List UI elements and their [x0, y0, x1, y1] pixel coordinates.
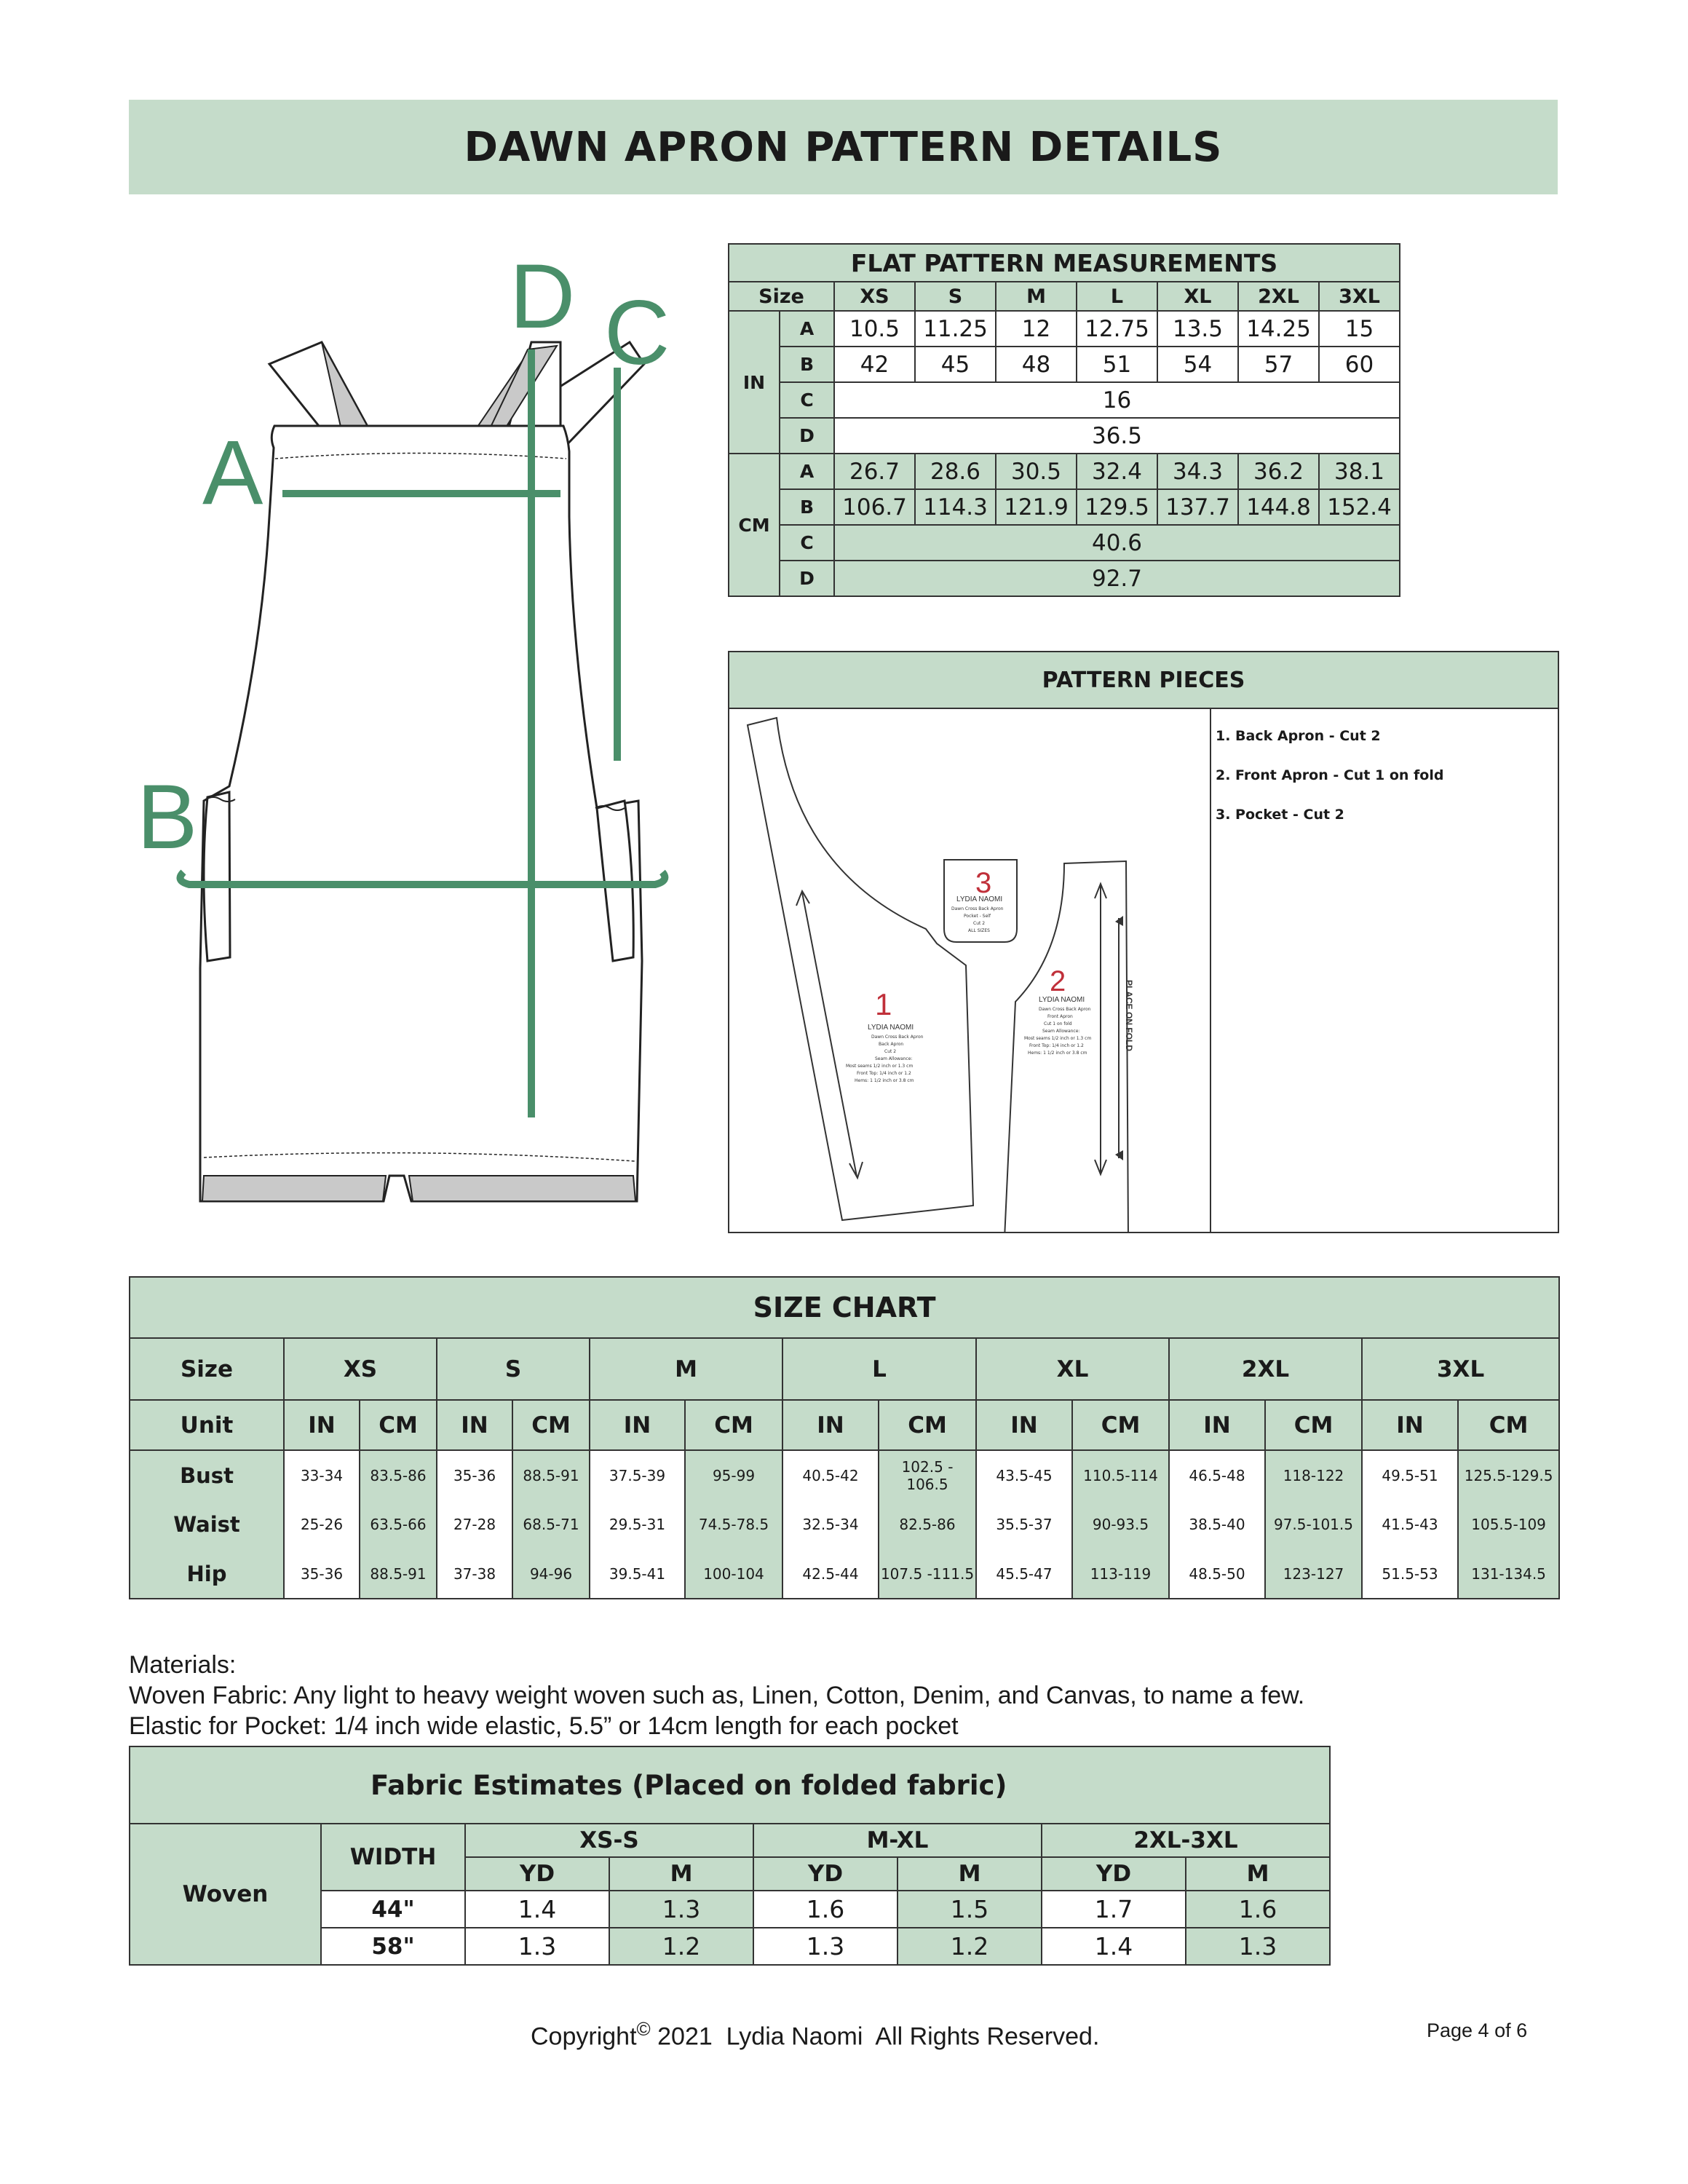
- diagram-label-b: B: [137, 767, 198, 868]
- cell: 82.5-86: [879, 1500, 976, 1549]
- cell: 100-104: [685, 1549, 782, 1599]
- unit-header: CM: [685, 1400, 782, 1450]
- size-header: M: [590, 1338, 782, 1400]
- fabric-estimates-table: [129, 1746, 1331, 1966]
- cell: 110.5-114: [1072, 1450, 1169, 1500]
- flat-size-header: XS: [834, 282, 915, 311]
- cell: 15: [1319, 311, 1400, 347]
- cell: 13.5: [1157, 311, 1238, 347]
- table-row: [729, 525, 1400, 561]
- measure-label: A: [780, 311, 834, 347]
- cell: 51: [1077, 347, 1157, 382]
- unit-header: CM: [1072, 1400, 1169, 1450]
- piece-2-line: Most seams 1/2 inch or 1.3 cm: [1024, 1036, 1092, 1041]
- page-number: Page 4 of 6: [1427, 2019, 1528, 2041]
- row-label: Bust: [130, 1450, 284, 1500]
- cell: 36.2: [1238, 454, 1319, 489]
- cell: 35-36: [284, 1549, 360, 1599]
- size-header: L: [782, 1338, 976, 1400]
- cell: 35.5-37: [976, 1500, 1072, 1549]
- cell: 106.7: [834, 489, 915, 525]
- piece-1-line: Cut 2: [884, 1049, 897, 1054]
- unit-header: CM: [1458, 1400, 1559, 1450]
- piece-brand: LYDIA NAOMI: [868, 1024, 914, 1032]
- cell: 51.5-53: [1362, 1549, 1458, 1599]
- left-pocket: [204, 792, 230, 961]
- row-label: Hip: [130, 1549, 284, 1599]
- piece-2-line: Front Apron: [1047, 1014, 1073, 1019]
- cell: 45: [915, 347, 996, 382]
- cell: 45.5-47: [976, 1549, 1072, 1599]
- cell: 27-28: [437, 1500, 512, 1549]
- flat-size-header: 3XL: [1319, 282, 1400, 311]
- measure-label: C: [780, 382, 834, 418]
- unit-header: IN: [976, 1400, 1072, 1450]
- unit-header: IN: [1362, 1400, 1458, 1450]
- cell: 29.5-31: [590, 1500, 685, 1549]
- cell: 36.5: [834, 418, 1400, 454]
- cell: 10.5: [834, 311, 915, 347]
- table-row: [729, 418, 1400, 454]
- list-item: 1. Back Apron - Cut 2: [1216, 728, 1381, 744]
- copyright-symbol: ©: [636, 2018, 651, 2040]
- unit-header: YD: [465, 1857, 609, 1891]
- apron-diagram: [124, 240, 706, 1216]
- measure-label: D: [780, 561, 834, 596]
- cell: 1.4: [1042, 1928, 1186, 1965]
- cell: 1.2: [898, 1928, 1042, 1965]
- size-header: XS: [284, 1338, 437, 1400]
- cell: 74.5-78.5: [685, 1500, 782, 1549]
- cell: 92.7: [834, 561, 1400, 596]
- piece-number: 2: [1050, 965, 1066, 997]
- fabric-type: Woven: [130, 1824, 321, 1965]
- apron-body: [200, 426, 642, 1201]
- table-row: [130, 1500, 1559, 1549]
- cell: 37-38: [437, 1549, 512, 1599]
- size-group-header: XS-S: [465, 1824, 753, 1857]
- unit-header: M: [898, 1857, 1042, 1891]
- cell: 1.3: [753, 1928, 898, 1965]
- piece-1-line: Back Apron: [879, 1042, 904, 1047]
- cell: 144.8: [1238, 489, 1319, 525]
- cell: 1.3: [609, 1891, 753, 1928]
- piece-brand: LYDIA NAOMI: [1039, 996, 1085, 1004]
- cell: 11.25: [915, 311, 996, 347]
- cell: 48.5-50: [1169, 1549, 1265, 1599]
- fabric-estimates-title: Fabric Estimates (Placed on folded fabric): [130, 1746, 1330, 1824]
- size-header: S: [437, 1338, 590, 1400]
- piece-1-line: Most seams 1/2 inch or 1.3 cm: [846, 1064, 914, 1069]
- flat-size-header: XL: [1157, 282, 1238, 311]
- diagram-label-a: A: [202, 422, 263, 523]
- cell: 88.5-91: [512, 1450, 590, 1500]
- cell: 1.3: [1186, 1928, 1330, 1965]
- cell: 34.3: [1157, 454, 1238, 489]
- cell: 35-36: [437, 1450, 512, 1500]
- unit-label: CM: [729, 454, 780, 596]
- cell: 48: [996, 347, 1077, 382]
- unit-header: IN: [590, 1400, 685, 1450]
- unit-header: M: [609, 1857, 753, 1891]
- pattern-pieces-drawing: [729, 711, 1208, 1232]
- pattern-pieces-title: PATTERN PIECES: [729, 652, 1558, 709]
- table-row: [130, 1450, 1559, 1500]
- materials-section: [129, 1650, 1304, 1741]
- piece-brand: LYDIA NAOMI: [956, 895, 1003, 903]
- flat-pattern-title: FLAT PATTERN MEASUREMENTS: [729, 244, 1400, 282]
- cell: 39.5-41: [590, 1549, 685, 1599]
- pattern-pieces-panel: [728, 651, 1559, 1233]
- cell: 88.5-91: [360, 1549, 437, 1599]
- measure-label: A: [780, 454, 834, 489]
- cell: 40.6: [834, 525, 1400, 561]
- unit-header: IN: [437, 1400, 512, 1450]
- cell: 40.5-42: [782, 1450, 879, 1500]
- unit-header: YD: [1042, 1857, 1186, 1891]
- width-value: 58": [321, 1928, 465, 1965]
- piece-3-line: Pocket - Self: [964, 914, 991, 919]
- cell: 54: [1157, 347, 1238, 382]
- cell: 1.6: [1186, 1891, 1330, 1928]
- cell: 68.5-71: [512, 1500, 590, 1549]
- cell: 25-26: [284, 1500, 360, 1549]
- unit-header: IN: [284, 1400, 360, 1450]
- table-row: [729, 311, 1400, 347]
- cell: 33-34: [284, 1450, 360, 1500]
- materials-heading: Materials:: [129, 1651, 237, 1679]
- size-group-header: M-XL: [753, 1824, 1042, 1857]
- cell: 131-134.5: [1458, 1549, 1559, 1599]
- unit-header: CM: [360, 1400, 437, 1450]
- piece-3-line: Cut 2: [973, 921, 986, 926]
- unit-label: Unit: [130, 1400, 284, 1450]
- unit-header: M: [1186, 1857, 1330, 1891]
- cell: 1.6: [753, 1891, 898, 1928]
- cell: 1.5: [898, 1891, 1042, 1928]
- unit-header: CM: [1265, 1400, 1362, 1450]
- materials-line: Elastic for Pocket: 1/4 inch wide elastic, 5.5” or 14cm length for each pocket: [129, 1712, 959, 1740]
- piece-number: 3: [975, 867, 992, 899]
- piece-2-line: Seam Allowance:: [1042, 1029, 1080, 1034]
- page-title: DAWN APRON PATTERN DETAILS: [129, 100, 1558, 194]
- unit-header: CM: [879, 1400, 976, 1450]
- cell: 125.5-129.5: [1458, 1450, 1559, 1500]
- cell: 1.3: [465, 1928, 609, 1965]
- table-row: [130, 1549, 1559, 1599]
- size-header: 3XL: [1362, 1338, 1559, 1400]
- measure-label: B: [780, 347, 834, 382]
- cell: 38.1: [1319, 454, 1400, 489]
- cell: 43.5-45: [976, 1450, 1072, 1500]
- size-label: Size: [130, 1338, 284, 1400]
- cell: 12: [996, 311, 1077, 347]
- cell: 118-122: [1265, 1450, 1362, 1500]
- hem-lining-left: [202, 1176, 386, 1201]
- size-header: 2XL: [1169, 1338, 1362, 1400]
- pieces-divider: [1210, 709, 1211, 1232]
- size-header: XL: [976, 1338, 1169, 1400]
- cell: 57: [1238, 347, 1319, 382]
- unit-header: YD: [753, 1857, 898, 1891]
- flat-size-label: Size: [729, 282, 834, 311]
- unit-header: IN: [782, 1400, 879, 1450]
- unit-header: CM: [512, 1400, 590, 1450]
- cell: 113-119: [1072, 1549, 1169, 1599]
- diagram-label-c: C: [604, 282, 670, 384]
- cell: 94-96: [512, 1549, 590, 1599]
- table-row: [729, 489, 1400, 525]
- cell: 63.5-66: [360, 1500, 437, 1549]
- piece-2-line: Dawn Cross Back Apron: [1039, 1007, 1091, 1012]
- size-chart-table: [129, 1276, 1560, 1599]
- piece-1-outline: [748, 718, 973, 1220]
- copyright-text: 2021 Lydia Naomi All Rights Reserved.: [650, 2022, 1100, 2051]
- flat-size-header: S: [915, 282, 996, 311]
- cell: 97.5-101.5: [1265, 1500, 1362, 1549]
- copyright: [531, 2018, 1099, 2051]
- cell: 152.4: [1319, 489, 1400, 525]
- cell: 42.5-44: [782, 1549, 879, 1599]
- cell: 26.7: [834, 454, 915, 489]
- size-chart-title: SIZE CHART: [130, 1277, 1559, 1338]
- cell: 60: [1319, 347, 1400, 382]
- flat-size-header: M: [996, 282, 1077, 311]
- table-row: [729, 347, 1400, 382]
- cell: 90-93.5: [1072, 1500, 1169, 1549]
- hem-lining-right: [409, 1176, 635, 1201]
- table-row: [729, 454, 1400, 489]
- cell: 32.5-34: [782, 1500, 879, 1549]
- table-row: [729, 382, 1400, 418]
- cell: 1.4: [465, 1891, 609, 1928]
- cell: 42: [834, 347, 915, 382]
- flat-size-header: 2XL: [1238, 282, 1319, 311]
- cell: 107.5 -111.5: [879, 1549, 976, 1599]
- cell: 1.2: [609, 1928, 753, 1965]
- piece-1-line: Front Top: 1/4 inch or 1.2: [857, 1071, 911, 1076]
- cell: 14.25: [1238, 311, 1319, 347]
- piece-2-line: Front Top: 1/4 inch or 1.2: [1029, 1043, 1084, 1048]
- diagram-label-d: D: [510, 246, 576, 347]
- cell: 1.7: [1042, 1891, 1186, 1928]
- cell: 123-127: [1265, 1549, 1362, 1599]
- cell: 16: [834, 382, 1400, 418]
- flat-pattern-table: [728, 243, 1400, 597]
- measure-label: D: [780, 418, 834, 454]
- cell: 38.5-40: [1169, 1500, 1265, 1549]
- copyright-prefix: Copyright: [531, 2022, 637, 2051]
- width-label: WIDTH: [321, 1824, 465, 1891]
- table-row: [729, 561, 1400, 596]
- flat-size-header: L: [1077, 282, 1157, 311]
- piece-1-line: Dawn Cross Back Apron: [871, 1034, 924, 1040]
- cell: 102.5 - 106.5: [879, 1450, 976, 1500]
- list-item: 2. Front Apron - Cut 1 on fold: [1216, 767, 1444, 783]
- cell: 46.5-48: [1169, 1450, 1265, 1500]
- cell: 12.75: [1077, 311, 1157, 347]
- cell: 129.5: [1077, 489, 1157, 525]
- piece-number: 1: [875, 987, 892, 1021]
- cell: 114.3: [915, 489, 996, 525]
- measure-label: B: [780, 489, 834, 525]
- cell: 28.6: [915, 454, 996, 489]
- piece-2-line: Cut 1 on fold: [1044, 1021, 1072, 1026]
- cell: 105.5-109: [1458, 1500, 1559, 1549]
- row-label: Waist: [130, 1500, 284, 1549]
- fold-label: PLACE ON FOLD: [1124, 980, 1134, 1051]
- piece-3-line: ALL SIZES: [968, 928, 990, 933]
- cell: 95-99: [685, 1450, 782, 1500]
- unit-label: IN: [729, 311, 780, 454]
- cell: 30.5: [996, 454, 1077, 489]
- materials-line: Woven Fabric: Any light to heavy weight woven such as, Linen, Cotton, Denim, and Canvas, to name a few.: [129, 1682, 1305, 1709]
- list-item: 3. Pocket - Cut 2: [1216, 807, 1344, 823]
- unit-header: IN: [1169, 1400, 1265, 1450]
- cell: 41.5-43: [1362, 1500, 1458, 1549]
- cell: 83.5-86: [360, 1450, 437, 1500]
- cell: 32.4: [1077, 454, 1157, 489]
- cell: 49.5-51: [1362, 1450, 1458, 1500]
- piece-1-line: Seam Allowance:: [875, 1056, 913, 1061]
- measure-label: C: [780, 525, 834, 561]
- width-value: 44": [321, 1891, 465, 1928]
- pattern-pieces-list: [1216, 716, 1443, 834]
- piece-3-line: Dawn Cross Back Apron: [951, 906, 1004, 911]
- cell: 37.5-39: [590, 1450, 685, 1500]
- piece-1-line: Hems: 1 1/2 inch or 3.8 cm: [855, 1078, 914, 1083]
- cell: 137.7: [1157, 489, 1238, 525]
- cell: 121.9: [996, 489, 1077, 525]
- piece-2-line: Hems: 1 1/2 inch or 3.8 cm: [1028, 1051, 1087, 1056]
- size-group-header: 2XL-3XL: [1042, 1824, 1330, 1857]
